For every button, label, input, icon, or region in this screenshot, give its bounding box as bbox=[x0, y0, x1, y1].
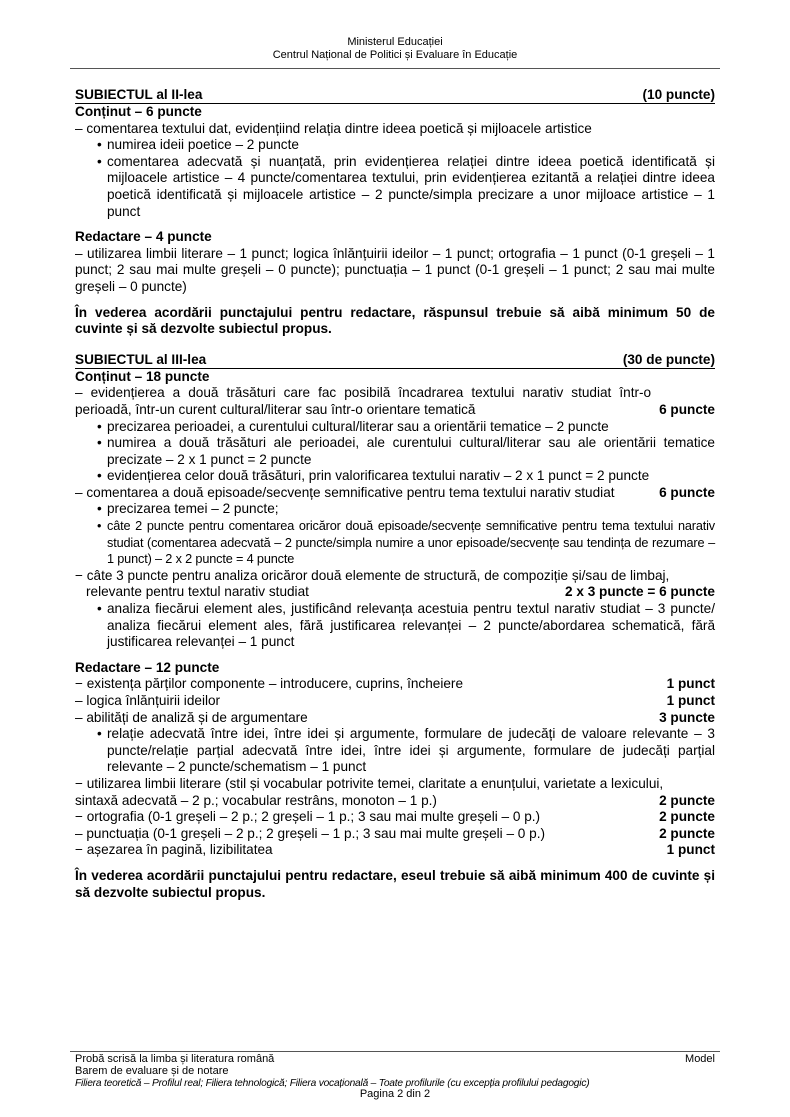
s3-item-1-bullet-1: • precizarea perioadei, a curentului cultural/literar sau a orientării tematice – 2 puncte bbox=[75, 419, 715, 436]
s3-item-3-line-1: − câte 3 puncte pentru analiza oricăror două elemente de structură, de compoziție și/sau de limbaj, bbox=[75, 567, 670, 583]
footer-profiles: Filiera teoretică – Profilul real; Filiera tehnologică; Filiera vocațională – Toate profilurile (cu excepția profilului pedagogic) bbox=[75, 1077, 590, 1089]
s3-writing-5 bbox=[75, 809, 715, 826]
s3-item-2 bbox=[75, 485, 715, 502]
s3-writing-7 bbox=[75, 842, 715, 859]
s3-item-2-points: 6 puncte bbox=[659, 484, 715, 500]
s3-writing-1-text: − existența părților componente – introducere, cuprins, încheiere bbox=[75, 676, 464, 692]
s2-writing-text: – utilizarea limbii literare – 1 punct; logica înlănțuirii ideilor – 1 punct; ortografia – 1 punct (0-1 greșeli – 1 punct; 2 sau mai multe greșeli – 0 puncte); punctuația – 1 punct (0-1 greșeli – 1 punct; 2 sau mai multe greșeli – 0 puncte) bbox=[75, 245, 715, 294]
s3-writing-2-points: 1 punct bbox=[666, 693, 715, 708]
s3-writing-4-line-2: sintaxă adecvată – 2 p.; vocabular restrâns, monoton – 1 p.) bbox=[75, 792, 437, 808]
s3-writing-5-points: 2 puncte bbox=[659, 809, 715, 825]
section-3-title: SUBIECTUL al III-lea bbox=[75, 351, 207, 367]
header-center: Centrul Național de Politici și Evaluare în Educație bbox=[272, 49, 518, 61]
s3-writing-heading: Redactare – 12 puncte bbox=[75, 659, 220, 675]
s3-item-1-points: 6 puncte bbox=[659, 401, 715, 417]
s3-writing-5-text: − ortografia (0-1 greșeli – 2 p.; 2 greșeli – 1 p.; 3 sau mai multe greșeli – 0 p.) bbox=[75, 809, 541, 825]
s3-item-3 bbox=[75, 568, 715, 601]
header-ministry: Ministerul Educației bbox=[347, 36, 443, 48]
s3-content-heading: Conținut – 18 puncte bbox=[75, 368, 210, 384]
s3-writing-4-line-1: − utilizarea limbii literare (stil și vocabular potrivite temei, claritate a enunțului, varietate a lexicului, bbox=[75, 775, 664, 791]
s3-item-2-bullet-1: • precizarea temei – 2 puncte; bbox=[75, 501, 715, 518]
footer-barem: Barem de evaluare și de notare bbox=[75, 1064, 229, 1077]
s3-writing-3-text: – abilități de analiză și de argumentare bbox=[75, 709, 308, 725]
s3-item-1-text: – evidențierea a două trăsături care fac posibilă încadrarea textului narativ studiat într-o perioadă, într-un curent cultural/literar sau într-o orientare tematică bbox=[75, 385, 652, 417]
s3-writing-4 bbox=[75, 776, 715, 809]
section-3-points: (30 de puncte) bbox=[622, 351, 715, 367]
s3-writing-6-points: 2 puncte bbox=[659, 825, 715, 841]
s3-writing-3-bullet-1: • relație adecvată între idei, între idei și argumente, formulare de judecăți de valoare relevante – 3 puncte/relație parțial adecvată între idei, între idei și argumente, formulare de judecăți parțial relevante – 2 puncte/schematism – 1 punct bbox=[75, 726, 715, 776]
footer-model: Model bbox=[685, 1053, 715, 1065]
s3-item-1-bullet-3: • evidențierea celor două trăsături, prin valorificarea textului narativ – 2 x 1 punct = 2 puncte bbox=[75, 468, 715, 485]
s2-content-heading: Conținut – 6 puncte bbox=[75, 104, 202, 119]
section-3-heading bbox=[75, 352, 715, 369]
s2-bullet-1: • numirea ideii poetice – 2 puncte bbox=[75, 137, 715, 154]
s3-writing-3 bbox=[75, 710, 715, 727]
s3-writing-2 bbox=[75, 693, 715, 710]
page-footer bbox=[75, 1054, 715, 1101]
s3-item-3-bullet-1: • analiza fiecărui element ales, justificând relevanța acestuia pentru textul narativ studiat – 3 puncte/ analiza fiecărui element ales, fără justificarea relevanței – 2 puncte/abordarea schematică, fără justificarea relevanței – 1 punct bbox=[75, 601, 715, 651]
s3-writing-4-points: 2 puncte bbox=[659, 792, 715, 808]
s3-writing-1-points: 1 punct bbox=[666, 676, 715, 692]
s3-item-3-points: 2 x 3 puncte = 6 puncte bbox=[565, 584, 715, 600]
s3-writing-6-text: – punctuația (0-1 greșeli – 2 p.; 2 greșeli – 1 p.; 3 sau mai multe greșeli – 0 p.) bbox=[75, 825, 545, 841]
document-body bbox=[75, 87, 715, 901]
s3-item-1-bullet-2: • numirea a două trăsături ale perioadei, ale curentului cultural/literar sau ale orientării tematice precizate – 2 x 1 punct = 2 puncte bbox=[75, 435, 715, 468]
s2-note: În vederea acordării punctajului pentru redactare, răspunsul trebuie să aibă minimum 50 de cuvinte și să dezvolte subiectul propus. bbox=[75, 304, 715, 337]
section-2-heading bbox=[75, 87, 715, 104]
s2-content-intro: – comentarea textului dat, evidențiind relația dintre ideea poetică și mijloacele artistice bbox=[75, 120, 592, 136]
s2-writing-heading: Redactare – 4 puncte bbox=[75, 229, 212, 245]
s3-writing-1 bbox=[75, 676, 715, 693]
s3-writing-7-text: − așezarea în pagină, lizibilitatea bbox=[75, 842, 273, 858]
footer-page-number: Pagina 2 din 2 bbox=[359, 1088, 431, 1101]
s3-note: În vederea acordării punctajului pentru redactare, eseul trebuie să aibă minimum 400 de cuvinte și să dezvolte subiectul propus. bbox=[75, 867, 715, 900]
section-2-points: (10 puncte) bbox=[642, 87, 715, 102]
page-header bbox=[70, 36, 720, 62]
header-rule bbox=[70, 68, 720, 69]
s3-writing-6 bbox=[75, 826, 715, 843]
s3-item-3-line-2: relevante pentru textul narativ studiat bbox=[86, 584, 309, 600]
footer-rule bbox=[70, 1051, 720, 1052]
s3-writing-7-points: 1 punct bbox=[666, 842, 715, 858]
s3-item-1 bbox=[75, 385, 715, 418]
footer-exam: Probă scrisă la limba și literatura română bbox=[75, 1053, 275, 1065]
s3-item-2-bullet-2: • câte 2 puncte pentru comentarea oricăror două episoade/secvențe semnificative pentru tema textului narativ studiat (comentarea adecvată – 2 puncte/simpla numire a unor episoade/secvențe sau tendința de rezumare – 1 punct) – 2 x 2 puncte = 4 puncte bbox=[75, 518, 715, 568]
s3-writing-2-text: – logica înlănțuirii ideilor bbox=[75, 693, 221, 708]
s3-item-2-text: – comentarea a două episoade/secvențe semnificative pentru tema textului narativ studiat bbox=[75, 484, 615, 500]
section-2-title: SUBIECTUL al II-lea bbox=[75, 87, 203, 102]
s2-bullet-2: • comentarea adecvată și nuanțată, prin evidențierea relației dintre ideea poetică identificată și mijloacele artistice – 4 puncte/comentarea textului, prin evidențierea ezitantă a relației dintre ideea poetică identificată și mijloacele artistice – 2 puncte/simpla precizare a unor mijloace artistice – 1 punct bbox=[75, 154, 715, 220]
s3-writing-3-points: 3 puncte bbox=[659, 709, 715, 725]
